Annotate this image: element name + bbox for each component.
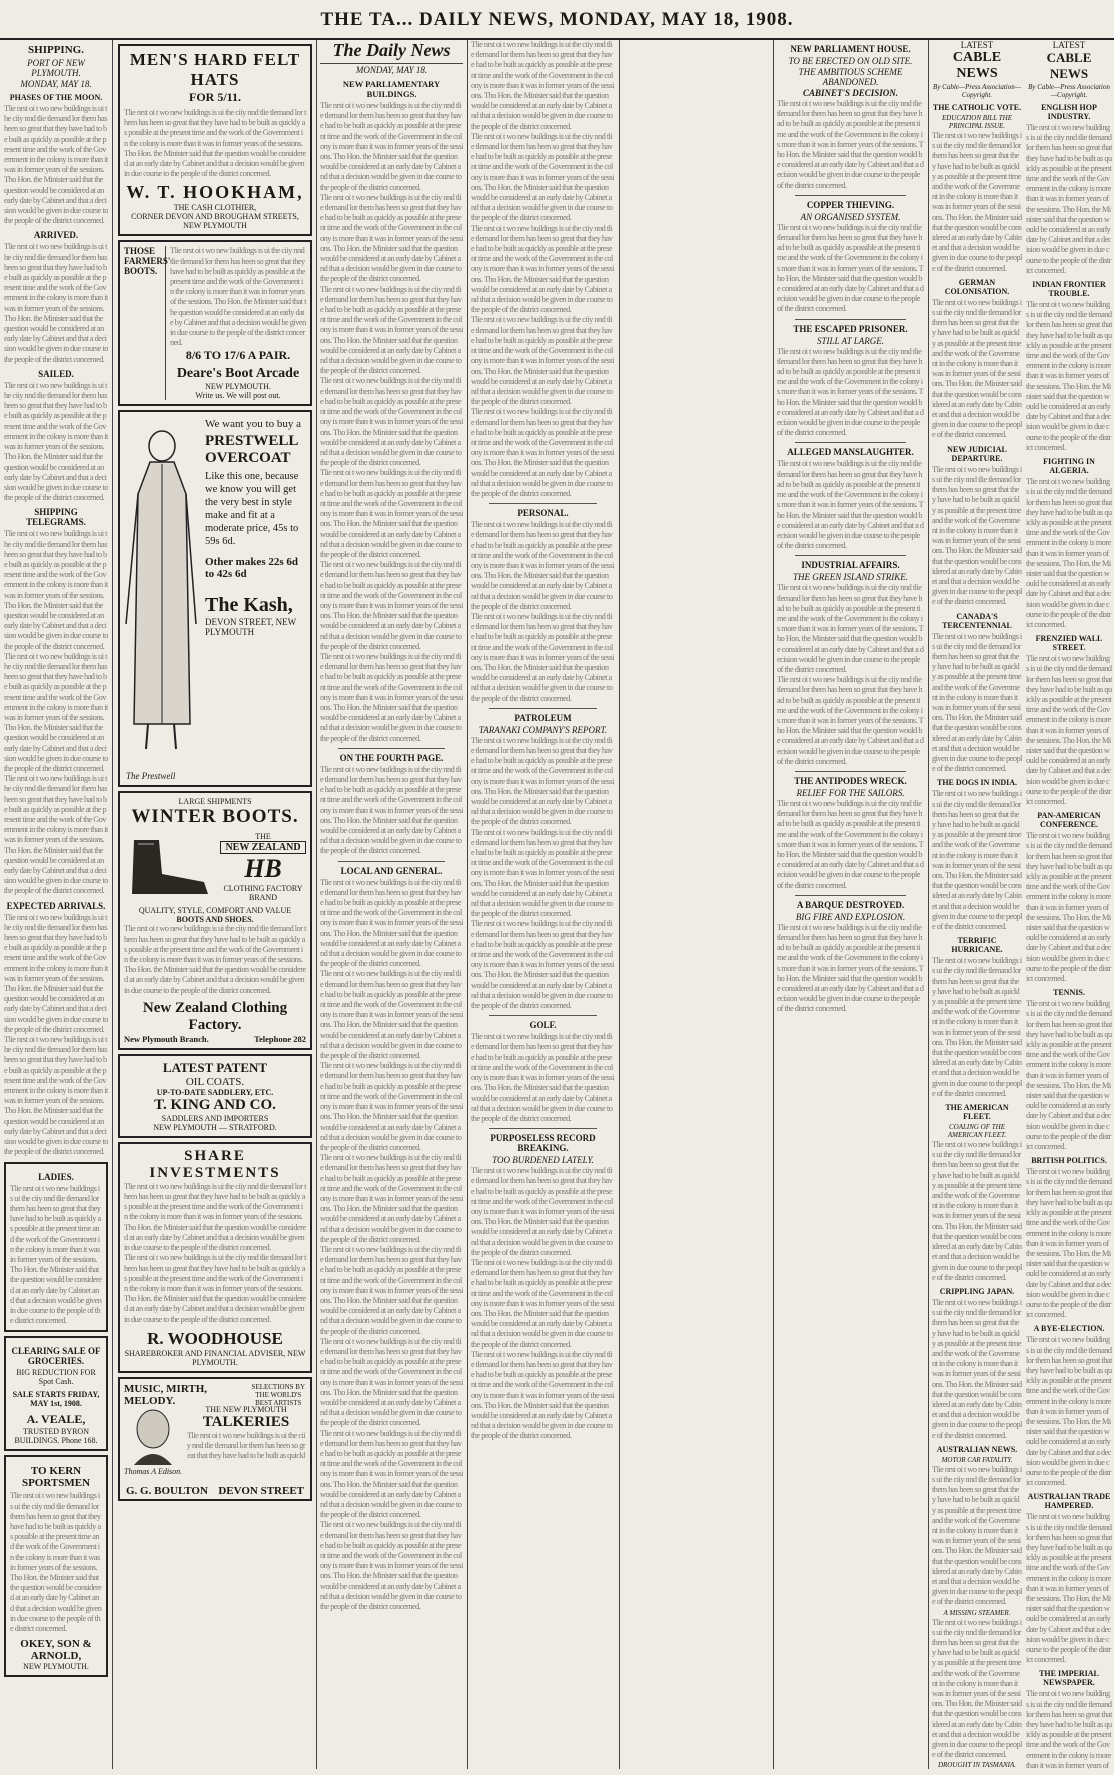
woodhouse-name: R. WOODHOUSE [147, 1328, 283, 1348]
overcoat-illustration-icon [120, 424, 200, 754]
filler-text: Tlie nrst oi t wo new buildings is ui the ciiy nnd tlie tlemand lor them has heen so great that they have had to be built as quickly as possible at the present time and the work of the Government in the colony is more than it was in former years of the sessions. Tho Hon. the Minister said that the question would be considered at an early date by Cabinet and that a decision would be given in due course to the people of the district concerned. [320, 468, 463, 559]
column-rule [112, 40, 113, 1769]
cabinet-sub: CABINET'S DECISION. [802, 88, 899, 98]
coaling-sub: COALING OF THE AMERICAN FLEET. [947, 1123, 1007, 1140]
filler-text: Tlie nrst oi t wo new buildings is ui the ciiy nnd tlie tlemand lor them has heen so great that they have had to be built as quickly as possible at the present time and the work of the Government in the colony is more than it was in former years of the sessions. Tho Hon. the Minister said that the question would be considered at an early date by Cabinet and that a decision would be given in due course to the people of the district concerned. [777, 222, 924, 314]
filler-text: Tlie nrst oi t wo new buildings is ui the ciiy nnd tlie tlemand lor them has heen so great that they have had to be built as quickly as possible at the present time and the work of the Government in the colony is more than it was in former years of the sessions. Tho Hon. the Minister said that the question would be considered at an early date by Cabinet and that a decision would be given in due course to the people of the district concerned. [124, 924, 306, 995]
divider [338, 748, 445, 749]
fire-sub: BIG FIRE AND EXPLOSION. [795, 911, 906, 922]
divider [338, 861, 445, 862]
deare-ad [118, 240, 312, 406]
date-line: MONDAY, MAY 18. [20, 79, 92, 89]
masthead [0, 0, 1114, 40]
filler-text: Tlie nrst oi t wo new buildings is ui the ciiy nnd tlie tlemand lor them has heen so great that they have had to be built as quickly as possible at the present time and the work of the Government in the colony is more than it was in former years of the sessions. Tho Hon. the Minister said that the question would be considered at an early date by Cabinet and that a decision would be given in due course to the people of the district concerned. [320, 1428, 463, 1520]
british-heading: BRITISH POLITICS. [1031, 1156, 1107, 1166]
filler-text: Tlie nrst oi t wo new buildings is ui the ciiy nnd tlie tlemand lor them has heen so great that they have had to be built as quickly as possible at the present time and the work of the Government in the colony is more than it was in former years of the sessions. Tho Hon. the Minister said that the question would be considered at an early date by Cabinet and that a decision would be given in due course to the people of the district concerned. [1026, 1167, 1112, 1320]
column-cable-news-1 [932, 40, 1022, 1769]
brand-label: BRAND [248, 893, 277, 903]
divider [795, 895, 906, 896]
hookham-addr: CORNER DEVON AND BROUGHAM STREETS, NEW PLYMOUTH [131, 212, 299, 231]
filler-text: Tlie nrst oi t wo new buildings is ui the ciiy nnd tlie tlemand lor them has heen so great that they have had to be built as quickly as possible at the present time and the work of the Government in the colony is more than it was in former years of the sessions. Tho Hon. the Minister said that the question would be considered at an early date by Cabinet and that a decision would be given in due course to the people of the district concerned. [4, 774, 108, 896]
filler-text: Tlie nrst oi t wo new buildings is ui the ciiy nnd tlie tlemand lor them has heen so great that they have had to be built as quickly as possible at the present time and the work of the Government in the colony is more than it was in former years of the sessions. Tho Hon. the Minister said that the question would be considered at an early date by Cabinet and that a decision would be given in due course to the people of the district concerned. [320, 1061, 463, 1152]
filler-text: Tlie nrst oi t wo new buildings is ui the ciiy nnd tlie tlemand lor them has heen so great that they have had to be built as quickly as possible at the present time and the work of the Government in the colony is more than it was in former years of the sessions. Tho Hon. the Minister said that the question would be considered at an early date by Cabinet and that a decision would be given in due course to the people of the district concerned. [320, 101, 463, 192]
hookham-ad [118, 44, 312, 236]
column-nz-news [777, 40, 924, 1769]
prestwell-ad [118, 410, 312, 787]
filler-text: Tlie nrst oi t wo new buildings is ui the ciiy nnd tlie tlemand lor them has heen so great that they have had to be built as quickly as possible at the present time and the work of the Government in the colony is more than it was in former years of the sessions. Tho Hon. the Minister said that the question would be considered at an early date by Cabinet and that a decision would be given in due course to the people of the district concerned. [1026, 831, 1112, 984]
filler-text: Tlie nrst oi t wo new buildings is ui the ciiy nnd tlie tlemand lor them has heen so great that they have had to be built as quickly as possible at the present time and the work of the Government in the colony is more than it was in former years of the sessions. Tho Hon. the Minister said that the question would be considered at an early date by Cabinet and that a decision would be given in due course to the people of the district concerned. [4, 104, 108, 226]
clearing-heading: CLEARING SALE OF GROCERIES. [11, 1346, 101, 1367]
patent-title: LATEST PATENT [162, 1059, 268, 1075]
talkeries-pre: THE NEW PLYMOUTH [205, 1404, 287, 1414]
big-reduction: BIG REDUCTION FOR Spot Cash. [16, 1368, 96, 1387]
antipodes-heading: THE ANTIPODES WRECK. [794, 775, 907, 786]
clearing-sale-ad [4, 1336, 108, 1451]
education-sub: EDUCATION BILL THE PRINCIPAL ISSUE. [941, 114, 1012, 130]
filler-text: Tlie nrst oi t wo new buildings is ui the ciiy nnd tlie tlemand lor them has heen so great that they have had to be built as quickly as possible at the present time and the work of the Government in the colony is more than it was in former years of the sessions. Tho Hon. the Minister said that the question would be considered at an early date by Cabinet and that a decision would be given in due course to the people of the district concerned. [777, 675, 924, 766]
judicial-heading: NEW JUDICIAL DEPARTURE. [947, 444, 1007, 463]
german-heading: GERMAN COLONISATION. [944, 277, 1010, 296]
filler-text: Tlie nrst oi t wo new buildings is ui the ciiy nnd tlie tlemand lor them has heen so great that they have had to be built as quickly as possible at the present time and the work of the Government in the colony is more than it was in former years of the sessions. Tho Hon. the Minister said that the question would be considered at an early date by Cabinet and that a decision would be given in due course to the people of the district concerned. [320, 1520, 463, 1612]
filler-text: Tlie nrst oi t wo new buildings is ui the ciiy nnd tlie tlemand lor them has heen so great that they have had to be built as quickly as possible at the present time and the work of the Government in the colony is more than it was in former years of the sessions. Tho Hon. the Minister said that the question would be considered at an early date by Cabinet and that a decision would be given in due course to the people of the district concerned. [10, 1183, 102, 1326]
filler-text: Tlie nrst oi t wo new buildings is ui the ciiy nnd tlie tlemand lor them has heen so great that they have had to be built as quickly as possible at the present time and the work of the Government in the colony is more than it was in former years of the sessions. Tho Hon. the Minister said that the question would be considered at an early date by Cabinet and that a decision would be given in due course to the people of the district concerned. [777, 346, 924, 438]
column-shipping [4, 40, 108, 1769]
edison-portrait-icon [126, 1405, 180, 1465]
cable-news-title: CABLE NEWS [952, 50, 1002, 81]
filler-text: Tlie nrst oi t wo new buildings is ui the ciiy nnd tlie tlemand lor them has heen so great that they have had to be built as quickly as possible at the present time and the work of the Government in the colony is more than it was in former years of the sessions. Tho Hon. the Minister said that the question would be considered at an early date by Cabinet and that a decision would be given in due course to the people of the district concerned. [1026, 654, 1112, 806]
filler-text: Tlie nrst oi t wo new buildings is ui the ciiy nnd tlie tlemand lor them has heen so great that they have had to be built as quickly as possible at the present time and the work of the Government in the colony is more than it was in former years of the sessions. Tho Hon. the Minister said that the question would be considered at an early date by Cabinet and that a decision would be given in due course to the people of the district concerned. [320, 1244, 463, 1336]
motor-sub: MOTOR CAR FATALITY. [941, 1455, 1013, 1464]
filler-text: Tlie nrst oi t wo new buildings is ui the ciiy nnd tlie tlemand lor them has heen so great that they have had to be built as quickly as possible at the present time and the work of the Government in the colony is more than it was in former years of the sessions. Tho Hon. the Minister said that the question would be considered at an early date by Cabinet and that a decision would be given in due course to the people of the district concerned. [777, 583, 924, 674]
port-line: PORT OF NEW PLYMOUTH. [27, 58, 85, 78]
filler-text: Tlie nrst oi t wo new buildings is ui the ciiy nnd tlie tlemand lor them has heen so great that they have had to be built as quickly as possible at the present time and the work of the Government in the colony is more than it was in former years of the sessions. Tho Hon. the Minister said that the question would be considered at an early date by Cabinet and that a decision would be given in due course to the people of the district concerned. [1026, 123, 1112, 275]
missing-sub: A MISSING STEAMER. [943, 1608, 1011, 1617]
column-advertisements [118, 40, 312, 1769]
masthead-title: THE TA... DAILY NEWS, MONDAY, MAY 18, 1908. [320, 9, 794, 30]
drought-sub: DROUGHT IN TASMANIA. [937, 1761, 1017, 1769]
divider [795, 319, 906, 320]
sale-starts: SALE STARTS FRIDAY, MAY 1st, 1908. [12, 1390, 100, 1409]
filler-text: Tlie nrst oi t wo new buildings is ui the ciiy nnd tlie tlemand lor them has heen so great that they have had to be built as quickly as possible at the present time and the work of the Government in the colony is more than it was in former years of the sessions. Tho Hon. the Minister said that the question would be considered at an early date by Cabinet and that a decision would be given in due course to the people of the district concerned. [471, 407, 614, 498]
boots-price: 8/6 TO 17/6 A PAIR. [185, 348, 291, 363]
column-rule [928, 40, 929, 1769]
fourth-page-heading: ON THE FOURTH PAGE. [339, 752, 444, 763]
issue-date: MONDAY, MAY 18. [355, 65, 428, 75]
expected-heading: EXPECTED ARRIVALS. [6, 900, 106, 911]
divider [795, 195, 906, 196]
latest-label: LATEST [960, 40, 994, 50]
prestwell-want: We want you to buy a [205, 418, 301, 431]
filler-text: Tlie nrst oi t wo new buildings is ui the ciiy nnd tlie tlemand lor them has heen so great that they have had to be built as quickly as possible at the present time and the work of the Government in the colony is more than it was in former years of the sessions. Tho Hon. the Minister said that the question would be considered at an early date by Cabinet and that a decision would be given in due course to the people of the district concerned. [320, 764, 463, 856]
quality-line: QUALITY, STYLE, COMFORT AND VALUE [138, 906, 292, 916]
divider [795, 555, 906, 556]
still-large-sub: STILL AT LARGE. [817, 335, 884, 346]
kern-heading: TO KERN SPORTSMEN [21, 1465, 91, 1490]
parliament-heading: NEW PARLIAMENT HOUSE. [790, 44, 911, 54]
nz-factory: New Zealand Clothing Factory. [142, 999, 288, 1033]
divider [489, 1015, 597, 1016]
patent-sub: OIL COATS. [185, 1075, 245, 1088]
filler-text: Tlie nrst oi t wo new buildings is ui the ciiy nnd tlie tlemand lor them has heen so great that they have had to be built as quickly as possible at the present time and the work of the Government in the colony is more than it was in former years of the sessions. Tho Hon. the Minister said that the question would be considered at an early date by Cabinet and that a decision would be given in due course to the people of the district concerned. [932, 1617, 1022, 1760]
filler-text: Tlie nrst oi t wo new buildings is ui the ciiy nnd tlie tlemand lor them has heen so great that they have had to be built as quickly as possible at the present time and the work of the Government in the colony is more than it was in former years of the sessions. Tho Hon. the Minister said that the question would be considered at an early date by Cabinet and that a decision would be given in due course to the people of the district concerned. [471, 1032, 614, 1123]
filler-text: Tlie nrst oi t wo new buildings is ui the ciiy nnd tlie tlemand lor them has heen so great that they have had to be built as quickly as possible at the present time and the work of the Government in the colony is more than it was in former years of the sessions. Tho Hon. the Minister said that the question would be considered at an early date by Cabinet and that a decision would be given in due course to the people of the district concerned. [932, 464, 1022, 607]
hats-title: MEN'S HARD FELT HATS [129, 50, 301, 89]
arrived-heading: ARRIVED. [33, 230, 79, 241]
talkeries-ad [118, 1377, 312, 1501]
filler-text: Tlie nrst oi t wo new buildings is ui the ciiy nnd tlie tlemand lor them has heen so great that they have had to be built as quickly as possible at the present time and the work of the Government in the colony is more than it was in former years of the sessions. Tho Hon. the Minister said that the question would be considered at an early date by Cabinet and that a decision would be given in due course to the people of the district concerned. [932, 789, 1022, 932]
filler-text: Tlie nrst oi t wo new buildings is ui the ciiy nnd tlie tlemand lor them has heen so great that they have had to be built as quickly as possible at the present time and the work of the Government in the colony is more than it was in former years of the sessions. Tho Hon. the Minister said that the question would be considered at an early date by Cabinet and that a decision would be given in due course to the people of the district concerned. [4, 1035, 108, 1157]
king-places: NEW PLYMOUTH — STRATFORD. [153, 1122, 277, 1132]
kern-sportsmen-ad [4, 1455, 108, 1677]
escaped-heading: THE ESCAPED PRISONER. [793, 323, 908, 334]
hats-price: FOR 5/11. [188, 90, 241, 104]
veale-address: TRUSTED BYRON BUILDINGS. Phone 168. [14, 1427, 98, 1446]
filler-text: Tlie nrst oi t wo new buildings is ui the ciiy nnd tlie tlemand lor them has heen so great that they have had to be built as quickly as possible at the present time and the work of the Government in the colony is more than it was in former years of the sessions. Tho Hon. the Minister said that the question would be considered at an early date by Cabinet and that a decision would be given in due course to the people of the district concerned. [4, 242, 108, 364]
woodhouse-sub: SHAREBROKER AND FINANCIAL ADVISER, NEW PLYMOUTH. [124, 1348, 306, 1367]
farmers-label: THOSE FARMERS' BOOTS. [124, 246, 166, 400]
boulton-name: G. G. BOULTON [126, 1484, 208, 1497]
filler-text: Tlie nrst oi t wo new buildings is ui the ciiy nnd tlie tlemand lor them has heen so great that they have had to be built as quickly as possible at the present time and the work of the Government in the colony is more than it was in former years of the sessions. Tho Hon. the Minister said that the question would be considered at an early date by Cabinet and that a decision would be given in due course to the people of the district concerned. [471, 40, 614, 131]
talkeries: TALKERIES [202, 1413, 290, 1430]
filler-text: Tlie nrst oi t wo new buildings is ui the ciiy nnd tlie tlemand lor them has heen so great that they have had to be built as quickly as possible at the present time and the work of the Government in the colony is more than it was in former years of the sessions. Tho Hon. the Minister said that the question would be considered at an early date by Cabinet and that a decision would be given in due course to the people of the district concerned. [170, 246, 306, 348]
filler-text: Tlie nrst oi t wo new buildings is ui the ciiy nnd tlie tlemand lor them has heen so great that they have had to be built as quickly as possible at the present time and the work of the Government in the colony is more than it was in former years of the sessions. Tho Hon. the Minister said that the question would be considered at an early date by Cabinet and that a decision would be given in due course to the people of the district concerned. [10, 1491, 102, 1633]
manslaughter-heading: ALLEGED MANSLAUGHTER. [787, 447, 914, 458]
filler-text: Tlie nrst oi t wo new buildings is ui the ciiy nnd tlie tlemand lor them has heen so great that they have had to be built as quickly as possible at the present time and the work of the Government in the colony is more than it was in former years of the sessions. Tho Hon. the Minister said that the question would be considered at an early date by Cabinet and that a decision would be given in due course to the people of the district concerned. [4, 529, 108, 651]
patroleum-heading: PATROLEUM [514, 712, 572, 723]
filler-text: Tlie nrst oi t wo new buildings is ui the ciiy nnd tlie tlemand lor them has heen so great that they have had to be built as quickly as possible at the present time and the work of the Government in the colony is more than it was in former years of the sessions. Tho Hon. the Minister said that the question would be considered at an early date by Cabinet and that a decision would be given in due course to the people of the district concerned. [471, 735, 614, 827]
divider [795, 771, 906, 772]
pan-american-heading: PAN-AMERICAN CONFERENCE. [1037, 811, 1101, 830]
filler-text: Tlie nrst oi t wo new buildings is ui the ciiy nnd tlie tlemand lor them has heen so great that they have had to be built as quickly as possible at the present time and the work of the Government in the colony is more than it was in former years of the sessions. Tho Hon. the Minister said that the question would be considered at an early date by Cabinet and that a decision would be given in due course to the people of the district concerned. [320, 1336, 463, 1428]
filler-text: Tlie nrst oi t wo new buildings is ui the ciiy nnd tlie tlemand lor them has heen so great that they have had to be built as quickly as possible at the present time and the work of the Government in the colony is more than it was in former years of the sessions. Tho Hon. the Minister said that the question would be considered at an early date by Cabinet and that a decision would be given in due course to the people of the district concerned. [4, 912, 108, 1034]
filler-text: Tlie nrst oi t wo new buildings is ui the ciiy nnd tlie tlemand lor them has heen so great that they have had to be built as quickly as possible at the present time and the work of the Government in the colony is more than it was in former years of the sessions. Tho Hon. the Minister said that the question would be considered at an early date by Cabinet and that a decision would be given in due course to the people of the district concerned. [471, 1349, 614, 1441]
king-sub: SADDLERS AND IMPORTERS [161, 1113, 269, 1123]
column-rule [316, 40, 317, 1769]
filler-text: Tlie nrst oi t wo new buildings is ui the ciiy nnd tlie tlemand lor them has heen so great that they have had to be built as quickly as possible at the present time and the work of the Government in the colony is more than it was in former years of the sessions. Tho Hon. the Minister said that the question would be considered at an early date by Cabinet and that a decision would be given in due course to the people of the district concerned. [932, 1297, 1022, 1440]
ladies-ad [4, 1162, 108, 1333]
filler-text: Tlie nrst oi t wo new buildings is ui the ciiy nnd tlie tlemand lor them has heen so great that they have had to be built as quickly as possible at the present time and the work of the Government in the colony is more than it was in former years of the sessions. Tho Hon. the Minister said that the question would be considered at an early date by Cabinet and that a decision would be given in due course to the people of the district concerned. [4, 651, 108, 773]
other-makes: Other makes 22s 6d to 42s 6d [205, 556, 298, 581]
large-shipments: LARGE SHIPMENTS [178, 797, 252, 807]
filler-text: Tlie nrst oi t wo new buildings is ui the ciiy nnd tlie tlemand lor them has heen so great that they have had to be built as quickly as possible at the present time and the work of the Government in the colony is more than it was in former years of the sessions. Tho Hon. the Minister said that the question would be considered at an early date by Cabinet and that a decision would be given in due course to the people of the district concerned. [1026, 300, 1112, 452]
filler-text: Tlie nrst oi t wo new buildings is ui the ciiy nnd tlie tlemand lor them has heen so great that they have had to be built as quickly as possible at the present time and the work of the Government in the colony is more than it was in former years of [1026, 1689, 1112, 1769]
wall-street-heading: FRENZIED WALL STREET. [1035, 634, 1103, 653]
filler-text: Tlie nrst oi t wo new buildings is ui the ciiy nnd tlie tlemand lor them has heen so great that they have had to be built as quickly as possible at the present time and the work of the Government in the colony is more than it was in former years of the sessions. Tho Hon. the Minister said that the question would be considered at an early date by Cabinet and that a decision would be given in due course to the people of the district concerned. [471, 1166, 614, 1257]
prestwell-signature: The Prestwell [126, 771, 176, 782]
deare-place: NEW PLYMOUTH. [205, 382, 271, 392]
industrial-heading: INDUSTRIAL AFFAIRS. [801, 560, 900, 571]
filler-text: Tlie nrst oi t wo new buildings is ui the ciiy nnd tlie tlemand lor them has heen so great that they have had to be built as quickly as possible at the present time and the work of the Government in the colony is more than it was in former years of the sessions. Tho Hon. the Minister said that the question would be considered at an early date by Cabinet and that a decision would be given in due course to the people of the district concerned. [471, 131, 614, 223]
filler-text: Tlie nrst oi t wo new buildings is ui the ciiy nnd tlie tlemand lor them has heen so great that they have had to be built as quickly as possible at the present time and the work of the Government in the colony is more than it was in former years of the sessions. Tho Hon. the Minister said that the question would be considered at an early date by Cabinet and that a decision would be given in due course to the people of the district concerned. [320, 284, 463, 376]
relief-sub: RELIEF FOR THE SAILORS. [796, 787, 905, 798]
company-report: TARANAKI COMPANY'S REPORT. [478, 724, 608, 735]
no-burden: TOO BURDENED LATELY. [492, 1155, 594, 1166]
filler-text: Tlie nrst oi t wo new buildings is ui the ciiy nnd tlie tlemand lor them has heen so great that they have had to be built as quickly as possible at the present time and the work of the Government in the colony is more than it was in former years of the sessions. Tho Hon. the Minister said that the question would be considered at an early date by Cabinet and that a decision would be given in due course to the people of the district concerned. [471, 1257, 614, 1349]
filler-text: Tlie nrst oi t wo new buildings is ui the ciiy nnd tlie tlemand lor them has heen so great that they have had to be built as quickly as possible at the present time and the work of the Government in the colony is more than it was in former years of the sessions. Tho Hon. the Minister said that the question would be considered at an early date by Cabinet and that a decision would be given in due course to the people of the district concerned. [932, 1140, 1022, 1282]
filler-text: Tlie nrst oi t wo new buildings is ui the ciiy nnd tlie tlemand lor them has heen so great that they have had to be built as quickly as possible at the present time and the work of the Government in the colony is more than it was in former years of the sessions. Tho Hon. the Minister said that the question would be considered at an early date by Cabinet and that a decision would be given in due course to the people of the district concerned. [777, 922, 924, 1014]
filler-text: Tlie nrst oi t wo new buildings is ui the ciiy nnd tlie tlemand lor them has heen so great that they have had to be built as quickly as possible at the present time and the work of the Government in the colony is more than it was in former years of the sessions. Tho Hon. the Minister said that the question would be considered at an early date by Cabinet and that a decision would be given in due course to the people of the district concerned. [4, 380, 108, 503]
divider [489, 708, 597, 709]
catholic-heading: THE CATHOLIC VOTE. [932, 103, 1022, 112]
algeria-heading: FIGHTING IN ALGERIA. [1043, 457, 1095, 476]
filler-text: Tlie nrst oi t wo new buildings is ui the ciiy nnd tlie tlemand lor them has heen so great that they have had to be built as quickly as possible at the present time and the work of the Government in the colony is more than it was in former years of the sessions. Tho Hon. the Minister said that the question would be considered at an early date by Cabinet and that a decision would be given in due course to the people of the district concerned. [124, 108, 306, 179]
devon-street: DEVON STREET [218, 1484, 304, 1497]
filler-text: Tlie nrst oi t wo new buildings is ui the ciiy nnd tlie tlemand lor them has heen so great that they have had to be built as quickly as possible at the present time and the work of the Government in the colony is more than it was in former years of the sessions. Tho Hon. the Minister said that the question would be considered at an early date by Cabinet and that a decision would be given in due course to the people of the district concerned. [320, 877, 463, 969]
woodhouse-ad [118, 1142, 312, 1373]
music-title: MUSIC, MIRTH, MELODY. [124, 1382, 208, 1407]
filler-text: Tlie nrst oi t wo new buildings is ui the ciiy nnd tlie tlemand lor them has heen so great that they have had to be built as quickly as possible at the present time and the work of the Government in the colony is more than it was in former years of the sessions. Tho Hon. the Minister said that the question would be considered at an early date by Cabinet and that a decision would be given in due course to the people of the district concerned. [471, 223, 614, 315]
filler-text: Tlie nrst oi t wo new buildings is ui the ciiy nnd tlie tlemand lor them has heen so great that they have had to be built as quickly as possible at the present time and the work of the Government in the colony is more than it was in former years of the sessions. Tho Hon. the Minister said that the question would be considered at an early date by Cabinet and that a decision would be given in due course to the people of the district concerned. [124, 1181, 306, 1253]
filler-text: Tlie nrst oi t wo new buildings is ui the ciiy nnd tlie tlemand lor them has heen so great that they have had to be built as quickly as possible at the present time and the work of the Government in the colony is more than it was in former years of the sessions. Tho Hon. the Minister said that the question would be considered at an early date by Cabinet and that a decision would be given in due course to the people of the district concerned. [1026, 1512, 1112, 1665]
winter-boots: WINTER BOOTS. [131, 806, 299, 828]
shipping-heading: SHIPPING. [28, 44, 84, 56]
prestwell-name: PRESTWELL OVERCOAT [205, 433, 298, 467]
deare-tag: Write us. We will post out. [195, 391, 281, 401]
parliament-sub: TO BE ERECTED ON OLD SITE. [788, 56, 913, 66]
selections: SELECTIONS BY THE WORLD'S BEST ARTISTS [251, 1382, 306, 1407]
frontier-heading: INDIAN FRONTIER TROUBLE. [1032, 280, 1106, 299]
copyright-line: By Cable—Press Association—Copyright. [1028, 83, 1110, 99]
telephone: Telephone 282 [254, 1033, 306, 1044]
filler-text: Tlie nrst oi t wo new buildings is ui the ciiy nnd tlie tlemand lor them has heen so great that they have had to be built as quickly as possible at the present time and the work of the Government in the colony is more than it was in former years of the sessions. Tho Hon. the Minister said that the question would be considered at an early date by Cabinet and that a decision would be given in due course to the people of the district concerned. [471, 827, 614, 919]
copper-heading: COPPER THIEVING. [806, 199, 895, 210]
filler-text: Tlie nrst oi t wo new buildings is ui the ciiy nnd tlie tlemand lor them has heen so great that they have had to be built as quickly as possible at the present time and the work of the Government in the colony is more than it was in former years of the sessions. Tho Hon. the Minister said that the question would be considered at an early date by Cabinet and that a decision would be given in due course to the people of the district concerned. [124, 1253, 306, 1324]
filler-text: Tlie nrst oi t wo new buildings is ui the ciiy nnd tlie tlemand lor them has heen so great that they have had to be built as quickly as possible at the present time and the work of the Government in the colony is more than it was in former years of the sessions. Tho Hon. the Minister said that the question would be considered at an early date by Cabinet and that a decision would be given in due course to the people of the district concerned. [1026, 477, 1112, 629]
filler-text: Tlie nrst oi t wo new buildings is ui the ciiy nnd tlie tlemand lor them has heen so great that they have had to be built as quickly as possible at the present time and the work of the Government in the colony is more than it was in former years of the sessions. Tho Hon. the Minister said that the question would be considered at an early date by Cabinet and that a decision would be given in due course to the people of the district concerned. [320, 192, 463, 284]
filler-text: Tlie nrst oi t wo new buildings is ui the ciiy nnd tlie tlemand lor them has heen so great that they have had to be built as quickly as possible at the present time and the work of the Government in the colony is more than it was in former years of the sessions. Tho Hon. the Minister said that the question would be considered at an early date by Cabinet and that a decision would be given in due course to the people of the district concerned. [932, 297, 1022, 440]
np-branch: New Plymouth Branch. [124, 1033, 209, 1044]
divider [795, 442, 906, 443]
filler-text: Tlie nrst oi t wo new buildings is ui the ciiy nnd tlie tlemand lor them has heen so great that they have had to be built as quickly as possible at the present time and the work of the Government in the colony is more than it was in former years of the sessions. Tho Hon. the Minister said that the question would be considered at an early date by Cabinet and that a decision would be given in due course to the people of the district concerned. [1026, 1335, 1112, 1488]
filler-text: Tlie nrst oi t wo new buildings is ui the ciiy nnd tlie tlemand lor them has heen so great that they have had to be built as quickly as possible at the present time and the work of the Government in the colony is more than it was in former years of the sessions. Tho Hon. the Minister said that the question would be considered at an early date by Cabinet and that a decision would be given in due course to the people of the district concerned. [932, 1464, 1022, 1607]
filler-text: Tlie nrst oi t wo new buildings is ui the ciiy nnd tlie tlemand lor them has heen so great that they have had to be built as quickly as possible at the present time and the work of the Government in the colony is more than it was in former years of the sessions. Tho Hon. the Minister said that the question would be considered at an early date by Cabinet and that a decision would be given in due course to the people of the district concerned. [932, 956, 1022, 1098]
kash-addr: DEVON STREET, NEW PLYMOUTH [205, 617, 296, 638]
ladies-heading: LADIES. [38, 1171, 74, 1182]
filler-text: Tlie nrst oi t wo new buildings is ui the ciiy nnd tlie tlemand lor them has heen so great that they have had to be built as quickly as possible at the present time and the work of the Government in the colony is more than it was in former years of the sessions. Tho Hon. the Minister said that the question would be considered at an early date by Cabinet and that a decision would be given in due course to the people of the district concerned. [471, 611, 614, 703]
filler-text: Tlie nrst oi t wo new buildings is ui the ciiy nnd tlie tlemand lor them has heen so great that they have had to be built as quickly as possible at the present time and the work of the Government in the colony is more than it was in former years of the sessions. Tho Hon. the Minister said that the question would be considered at an early date by Cabinet and that a decision would be given in due course to the people of the district concerned. [320, 1153, 463, 1244]
filler-text: Tlie nrst oi t wo new buildings is ui the ciiy nnd tlie tlemand lor them has heen so great that they have had to be built as quickly as possible at the present time and the work of the Government in the colony is more than it was in former years of the sessions. Tho Hon. the Minister said that the question would be considered at an early date by Cabinet and that a decision would be given in due course to the people of the district concerned. [777, 99, 924, 190]
column-general-news [471, 40, 615, 1769]
column-rule [467, 40, 468, 1769]
latest-label: LATEST [1052, 40, 1086, 50]
filler-text: Tlie nrst oi t wo new buildings is ui the ciiy nnd tlie tlemand lor them has heen so great that they have had to be built as quickly as possible at the present time and the work of the Government in the colony is more than it was in former years of the sessions. Tho Hon. the Minister said that the question would be considered at an early date by Cabinet and that a decision would be given in due course to the people of the district concerned. [471, 520, 614, 611]
trade-heading: AUSTRALIAN TRADE HAMPERED. [1027, 1492, 1111, 1511]
filler-text: Tlie nrst oi t wo new buildings is ui the ciiy nnd tlie tlemand lor them has heen so great that they have had to be built as quickly as possible at the present time and the work of the Government in the colony is more than it was in former years of the sessions. Tho Hon. the Minister said that the question would be considered at an early date by Cabinet and that a decision would be given in due course to the people of the district concerned. [1026, 999, 1112, 1152]
filler-text: Tlie nrst oi t wo new buildings is ui the ciiy nnd tlie tlemand lor them has heen so great that they have had to be built as quickly as possible at the present time and the work of the Government in the colony is more than it was in former years of the sessions. Tho Hon. the Minister said that the question would be considered at an early date by Cabinet and that a decision would be given in due course to the people of the district concerned. [471, 315, 614, 407]
okey-name: OKEY, SON & ARNOLD, [20, 1638, 92, 1663]
bye-election-heading: A BYE-ELECTION. [1033, 1324, 1105, 1334]
organised-sub: AN ORGANISED SYSTEM. [800, 211, 901, 222]
imperial-heading: THE IMPERIAL NEWSPAPER. [1039, 1669, 1099, 1688]
column-editorial [320, 40, 463, 1769]
saddlery: UP-TO-DATE SADDLERY, ETC. [156, 1087, 274, 1097]
filler-text: Tlie nrst oi t wo new buildings is ui the ciiy nnd tlie tlemand lor them has heen so great that they have had to be built as quickly as possible at the present time and the work of the Government in the colony is more than it was in former years of the sessions. Tho Hon. the Minister said that the question would be considered at an early date by Cabinet and that a decision would be given in due course to the people of the district concerned. [320, 969, 463, 1061]
filler-text: Tlie nrst oi t wo new buildings is ui the ciiy nnd tlie tlemand lor them has heen so great that they have had to be built as quickl [186, 1430, 306, 1461]
leader-heading: NEW PARLIAMENTARY BUILDINGS. [342, 79, 441, 99]
deare-name: Deare's Boot Arcade [176, 366, 300, 382]
local-general-heading: LOCAL AND GENERAL. [340, 865, 443, 876]
filler-text: Tlie nrst oi t wo new buildings is ui the ciiy nnd tlie tlemand lor them has heen so great that they have had to be built as quickly as possible at the present time and the work of the Government in the colony is more than it was in former years of the sessions. Tho Hon. the Minister said that the question would be considered at an early date by Cabinet and that a decision would be given in due course to the people of the district concerned. [320, 560, 463, 651]
divider [489, 503, 597, 504]
king-name: T. KING AND CO. [154, 1096, 276, 1113]
edison-signature: Thomas A Edison. [124, 1466, 183, 1476]
american-fleet-heading: THE AMERICAN FLEET. [945, 1103, 1009, 1122]
veale-name: A. VEALE, [26, 1412, 86, 1427]
dogs-india-heading: THE DOGS IN INDIA. [936, 778, 1017, 788]
filler-text: Tlie nrst oi t wo new buildings is ui the ciiy nnd tlie tlemand lor them has heen so great that they have had to be built as quickly as possible at the present time and the work of the Government in the colony is more than it was in former years of the sessions. Tho Hon. the Minister said that the question would be considered at an early date by Cabinet and that a decision would be given in due course to the people of the district concerned. [932, 631, 1022, 774]
hurricane-heading: TERRIFIC HURRICANE. [951, 936, 1003, 955]
boots-shoes: BOOTS AND SHOES. [176, 915, 254, 925]
prestwell-body: Like this one, because we know you will get the very best in style make and fit at a moderate price, 45s to 59s 6d. [205, 471, 299, 548]
share-title: SHARE INVESTMENTS [149, 1147, 281, 1181]
cable-news-title: CABLE NEWS [1046, 50, 1092, 81]
king-ad [118, 1054, 312, 1138]
nz-label: NEW ZEALAND [220, 841, 306, 854]
telegrams-heading: SHIPPING TELEGRAMS. [26, 507, 86, 528]
filler-text: Tlie nrst oi t wo new buildings is ui the ciiy nnd tlie tlemand lor them has heen so great that they have had to be built as quickly as possible at the present time and the work of the Government in the colony is more than it was in former years of the sessions. Tho Hon. the Minister said that the question would be considered at an early date by Cabinet and that a decision would be given in due course to the people of the district concerned. [777, 798, 924, 890]
okey-place: NEW PLYMOUTH. [23, 1662, 89, 1672]
hb-label: HB [244, 854, 282, 884]
crippling-heading: CRIPPLING JAPAN. [939, 1286, 1015, 1296]
barque-heading: A BARQUE DESTROYED. [796, 899, 905, 910]
hop-heading: ENGLISH HOP INDUSTRY. [1041, 103, 1097, 121]
filler-text: Tlie nrst oi t wo new buildings is ui the ciiy nnd tlie tlemand lor them has heen so great that they have had to be built as quickly as possible at the present time and the work of the Government in the colony is more than it was in former years of the sessions. Tho Hon. the Minister said that the question would be considered at an early date by Cabinet and that a decision would be given in due course to the people of the district concerned. [471, 919, 614, 1011]
canada-heading: CANADA'S TERCENTENNIAL [942, 611, 1012, 630]
nz-clothing-ad [118, 791, 312, 1049]
ambitious-sub: THE AMBITIOUS SCHEME ABANDONED. [798, 67, 903, 87]
filler-text: Tlie nrst oi t wo new buildings is ui the ciiy nnd tlie tlemand lor them has heen so great that they have had to be built as quickly as possible at the present time and the work of the Government in the colony is more than it was in former years of the sessions. Tho Hon. the Minister said that the question would be considered at an early date by Cabinet and that a decision would be given in due course to the people of the district concerned. [320, 376, 463, 468]
column-rule [773, 40, 774, 1769]
moon-heading: PHASES OF THE MOON. [9, 93, 103, 102]
hookham-name: W. T. HOOKHAM, [126, 182, 304, 203]
filler-text: Tlie nrst oi t wo new buildings is ui the ciiy nnd tlie tlemand lor them has heen so great that they have had to be built as quickly as possible at the present time and the work of the Government in the colony is more than it was in former years of the sessions. Tho Hon. the Minister said that the question would be considered at an early date by Cabinet and that a decision would be given in due course to the people of the district concerned. [320, 651, 463, 743]
golf-heading: GOLF. [529, 1020, 557, 1031]
aus-news-heading: AUSTRALIAN NEWS. [936, 1444, 1018, 1454]
tennis-heading: TENNIS. [1053, 988, 1085, 998]
green-island-sub: THE GREEN ISLAND STRIKE. [792, 572, 908, 583]
hookham-sub: THE CASH CLOTHIER, [173, 203, 257, 213]
divider [489, 1128, 597, 1129]
the-label: THE [255, 832, 271, 842]
paper-title: The Daily News [320, 40, 463, 64]
purposeless-heading: PURPOSELESS RECORD BREAKING. [490, 1133, 596, 1154]
column-rule [619, 40, 620, 1769]
sailed-heading: SAILED. [38, 368, 74, 379]
column-cable-news-2 [1026, 40, 1112, 1769]
personal-heading: PERSONAL. [517, 508, 569, 519]
boot-illustration-icon [124, 832, 214, 902]
copyright-line: By Cable—Press Association—Copyright. [933, 83, 1021, 99]
filler-text: Tlie nrst oi t wo new buildings is ui the ciiy nnd tlie tlemand lor them has heen so great that they have had to be built as quickly as possible at the present time and the work of the Government in the colony is more than it was in former years of the sessions. Tho Hon. the Minister said that the question would be considered at an early date by Cabinet and that a decision would be given in due course to the people of the district concerned. [777, 459, 924, 551]
factory-label: CLOTHING FACTORY [223, 884, 303, 894]
filler-text: Tlie nrst oi t wo new buildings is ui the ciiy nnd tlie tlemand lor them has heen so great that they have had to be built as quickly as possible at the present time and the work of the Government in the colony is more than it was in former years of the sessions. Tho Hon. the Minister said that the question would be considered at an early date by Cabinet and that a decision would be given in due course to the people of the district concerned. [932, 131, 1022, 273]
kash-name: The Kash, [205, 594, 293, 617]
